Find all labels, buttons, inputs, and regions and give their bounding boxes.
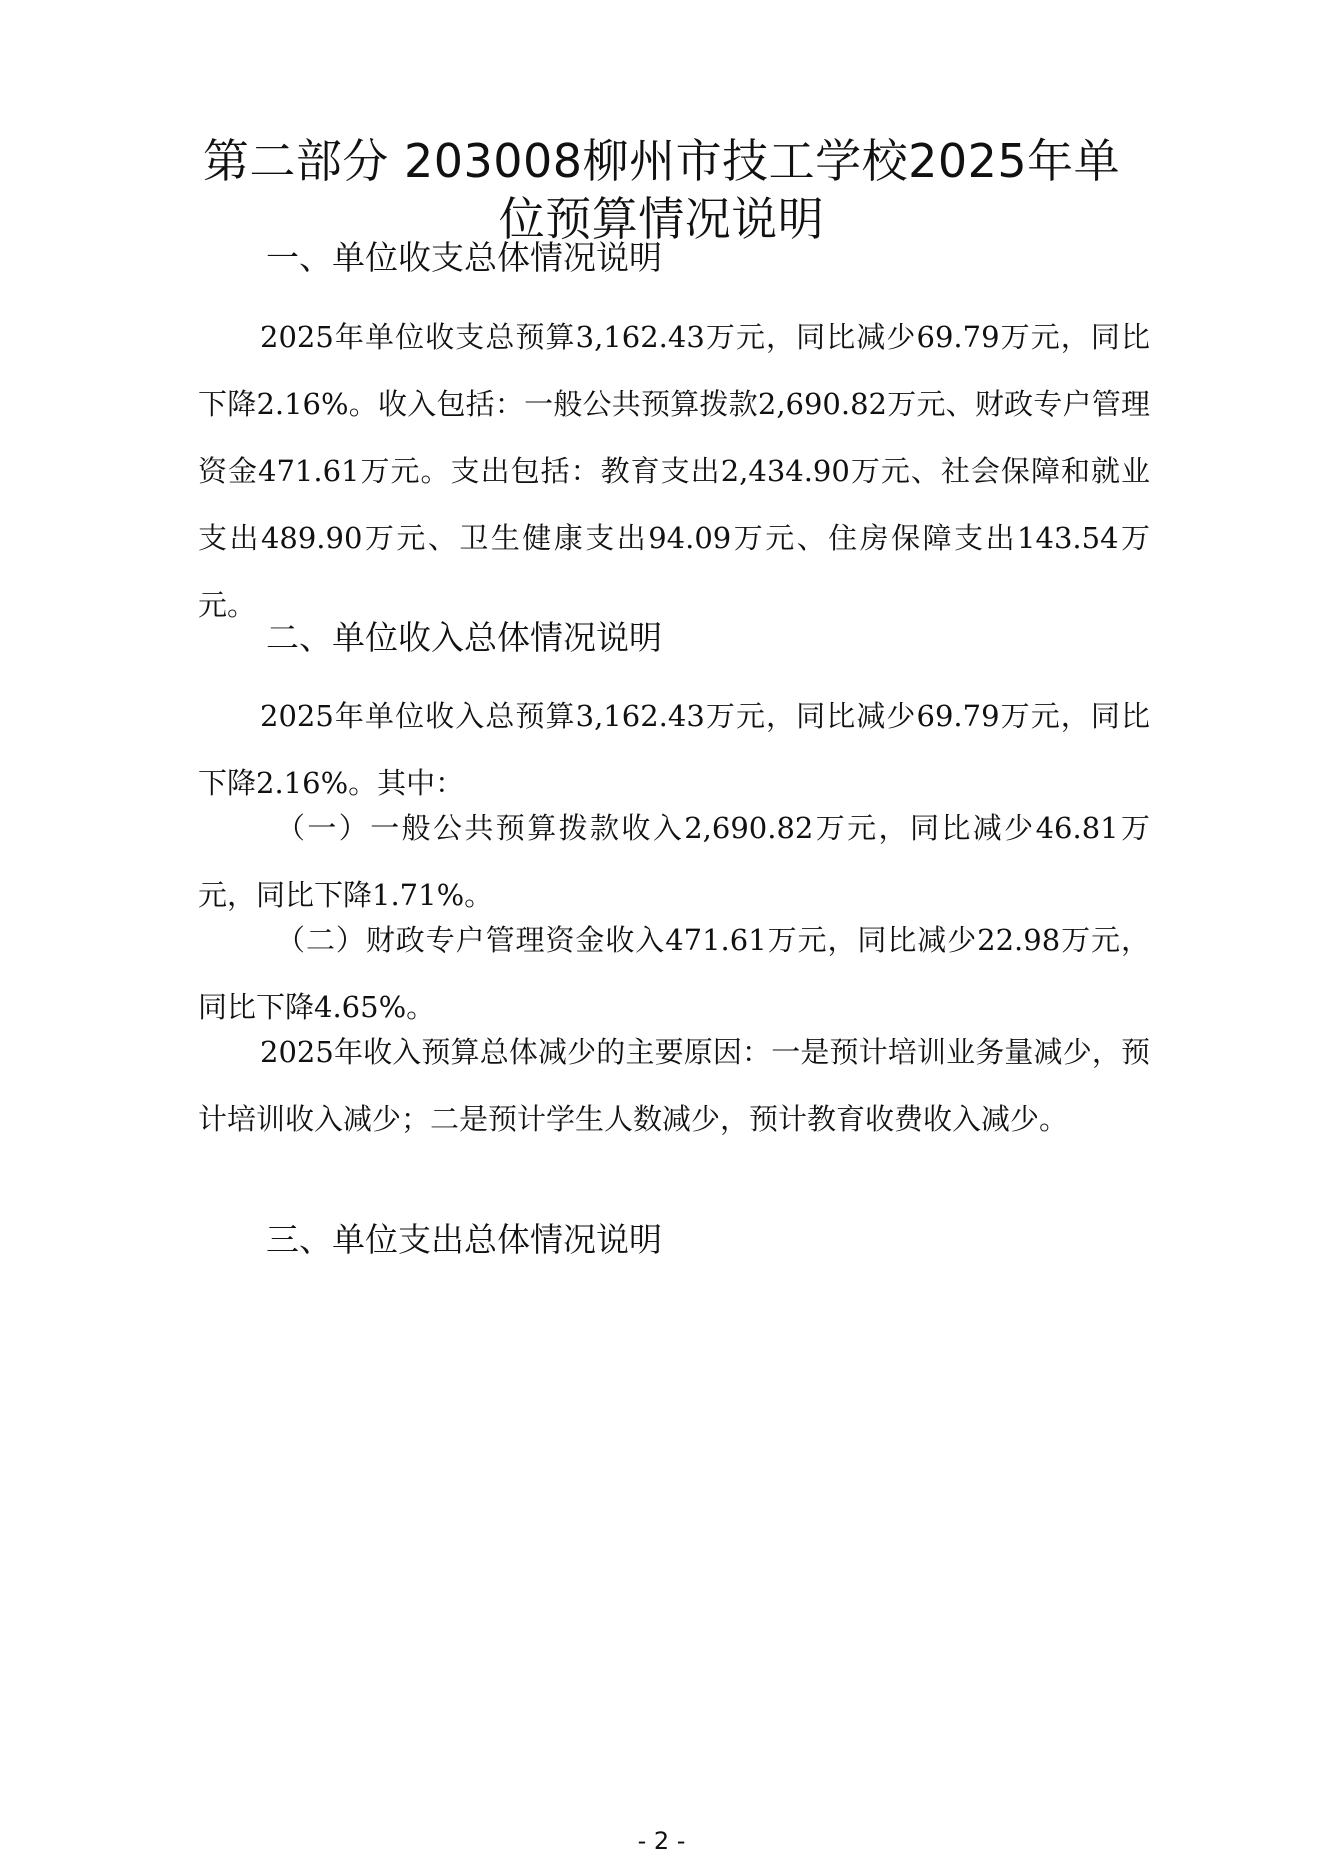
section-3-heading: 三、单位支出总体情况说明 (266, 1220, 662, 1259)
section-2-reason: 2025年收入预算总体减少的主要原因：一是预计培训业务量减少，预计培训收入减少；二是预计学生人数减少，预计教育收费收入减少。 (198, 1035, 1150, 1136)
section-2-item-2: （二）财政专户管理资金收入471.61万元，同比减少22.98万元，同比下降4.65%。 (198, 923, 1150, 1024)
section-2-intro: 2025年单位收入总预算3,162.43万元，同比减少69.79万元，同比下降2.16%。其中： (198, 699, 1150, 800)
section-1-heading: 一、单位收支总体情况说明 (266, 238, 662, 277)
document-title: 第二部分 203008柳州市技工学校2025年单位预算情况说明 (202, 134, 1121, 246)
page-number: - 2 - (637, 1827, 686, 1855)
section-2-heading: 二、单位收入总体情况说明 (266, 618, 662, 657)
section-1-paragraph: 2025年单位收支总预算3,162.43万元，同比减少69.79万元，同比下降2.16%。收入包括：一般公共预算拨款2,690.82万元、财政专户管理资金471.61万元。支出包括：教育支出2,434.90万元、社会保障和就业支出489.90万元、卫生健康支出94.09万元、住房保障支出143.54万元。 (198, 320, 1150, 622)
section-2-item-1: （一）一般公共预算拨款收入2,690.82万元，同比减少46.81万元，同比下降1.71%。 (198, 811, 1150, 912)
